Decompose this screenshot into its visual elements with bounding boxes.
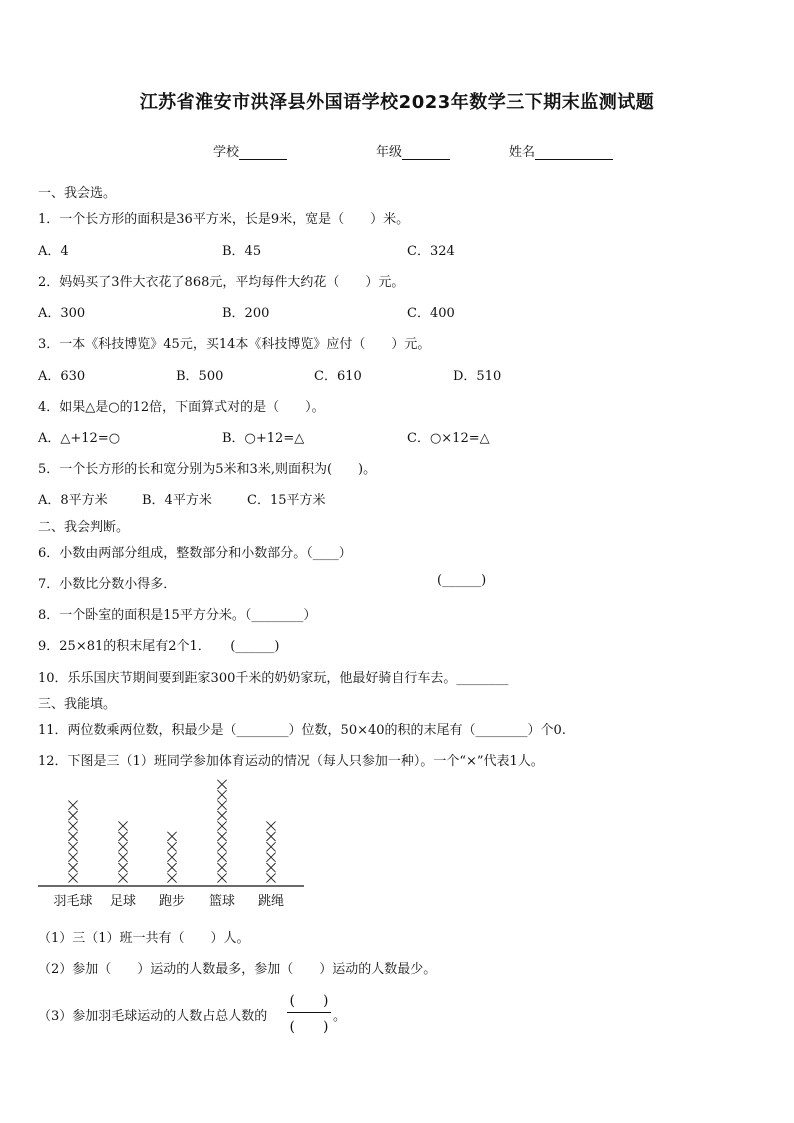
grade-blank [402,145,450,160]
cross-mark [68,801,77,810]
cross-mark [266,873,275,882]
cross-mark [167,832,176,841]
q4-option-c: C．○×12=△ [407,431,490,446]
question-9: 9．25×81的积末尾有2个1． (______) [38,639,280,654]
name-label: 姓名 [509,145,536,160]
question-2: 2．妈妈买了3件大衣花了868元，平均每件大约花（ ）元。 [38,275,405,290]
q2-option-a: A．300 [38,306,86,321]
question-8: 8．一个卧室的面积是15平方分米。（________） [38,608,317,623]
category-label: 跑步 [158,894,186,909]
q3-option-c: C．610 [314,369,362,384]
category-label: 足球 [109,894,137,909]
cross-mark [217,873,226,882]
cross-mark [68,853,77,862]
q2-option-c: C．400 [407,306,455,321]
section-1-heading: 一、我会选。 [38,186,117,201]
question-12-part-2: （2）参加（ ）运动的人数最多，参加（ ）运动的人数最少。 [38,962,437,977]
cross-mark [68,842,77,851]
category-label: 跳绳 [257,894,285,909]
section-2-heading: 二、我会判断。 [38,520,130,535]
cross-mark [68,873,77,882]
category-label: 篮球 [208,894,236,909]
cross-mark [266,821,275,830]
question-6: 6．小数由两部分组成，整数部分和小数部分。（____） [38,546,352,561]
sports-pictograph [0,770,340,915]
question-11: 11．两位数乘两位数，积最少是（________）位数，50×40的积的末尾有（________）个0. [38,723,566,738]
cross-mark [118,832,127,841]
cross-mark [118,853,127,862]
q1-option-a: A．4 [38,244,69,259]
cross-mark [217,821,226,830]
q3-option-a: A．630 [38,369,86,384]
name-blank [535,145,613,160]
cross-mark [68,832,77,841]
question-5: 5．一个长方形的长和宽分别为5米和3米,则面积为( )。 [38,462,377,477]
page-title: 江苏省淮安市洪泽县外国语学校2023年数学三下期末监测试题 [139,92,655,113]
q5-option-c: C．15平方米 [247,493,326,508]
cross-mark [217,832,226,841]
category-label: 羽毛球 [53,894,93,909]
grade-field [376,141,450,160]
section-3-heading: 三、我能填。 [38,697,117,712]
cross-mark [217,790,226,799]
question-3: 3．一本《科技博览》45元，买14本《科技博览》应付（ ）元。 [38,337,431,352]
question-12-part-1: （1）三（1）班一共有（ ）人。 [38,931,250,946]
name-field [509,141,613,160]
cross-mark [167,873,176,882]
school-blank [239,145,287,160]
fraction-answer [287,988,331,1038]
cross-mark [68,821,77,830]
question-12-part-3-end: 。 [333,1009,347,1024]
cross-mark [266,842,275,851]
cross-mark [118,873,127,882]
q5-option-a: A．8平方米 [38,493,108,508]
q4-option-b: B．○+12=△ [222,431,305,446]
question-12-part-3: （3）参加羽毛球运动的人数占总人数的 [38,1009,268,1024]
question-7-blank: (______) [437,573,487,588]
cross-mark [167,842,176,851]
cross-mark [118,842,127,851]
cross-mark [118,863,127,872]
fraction-bar [287,1012,331,1013]
question-12: 12．下图是三（1）班同学参加体育运动的情况（每人只参加一种）。一个“×”代表1人。 [38,754,544,769]
q3-option-b: B．500 [176,369,224,384]
q4-option-a: A．△+12=○ [38,431,121,446]
cross-mark [217,780,226,789]
fraction-denominator-blank: ( ) [289,1019,329,1035]
cross-mark [266,832,275,841]
question-10: 10．乐乐国庆节期间要到距家300千米的奶奶家玩，他最好骑自行车去。________ [38,671,509,686]
school-field [213,141,287,160]
cross-mark [217,801,226,810]
question-7: 7．小数比分数小得多． [38,577,177,592]
cross-mark [217,842,226,851]
q3-option-d: D．510 [453,369,502,384]
cross-mark [266,863,275,872]
fraction-numerator-blank: ( ) [289,993,329,1009]
cross-mark [167,863,176,872]
cross-mark [217,853,226,862]
cross-mark [217,863,226,872]
cross-mark [266,853,275,862]
cross-mark [167,853,176,862]
cross-mark [68,863,77,872]
question-1: 1．一个长方形的面积是36平方米，长是9米，宽是（ ）米。 [38,212,410,227]
cross-mark [68,811,77,820]
grade-label: 年级 [376,145,403,160]
cross-mark [118,821,127,830]
cross-mark [217,811,226,820]
q1-option-b: B．45 [222,244,262,259]
question-4: 4．如果△是○的12倍，下面算式对的是（ ）。 [38,400,325,415]
q5-option-b: B．4平方米 [142,493,212,508]
q1-option-c: C．324 [407,244,455,259]
school-label: 学校 [213,145,240,160]
q2-option-b: B．200 [222,306,270,321]
